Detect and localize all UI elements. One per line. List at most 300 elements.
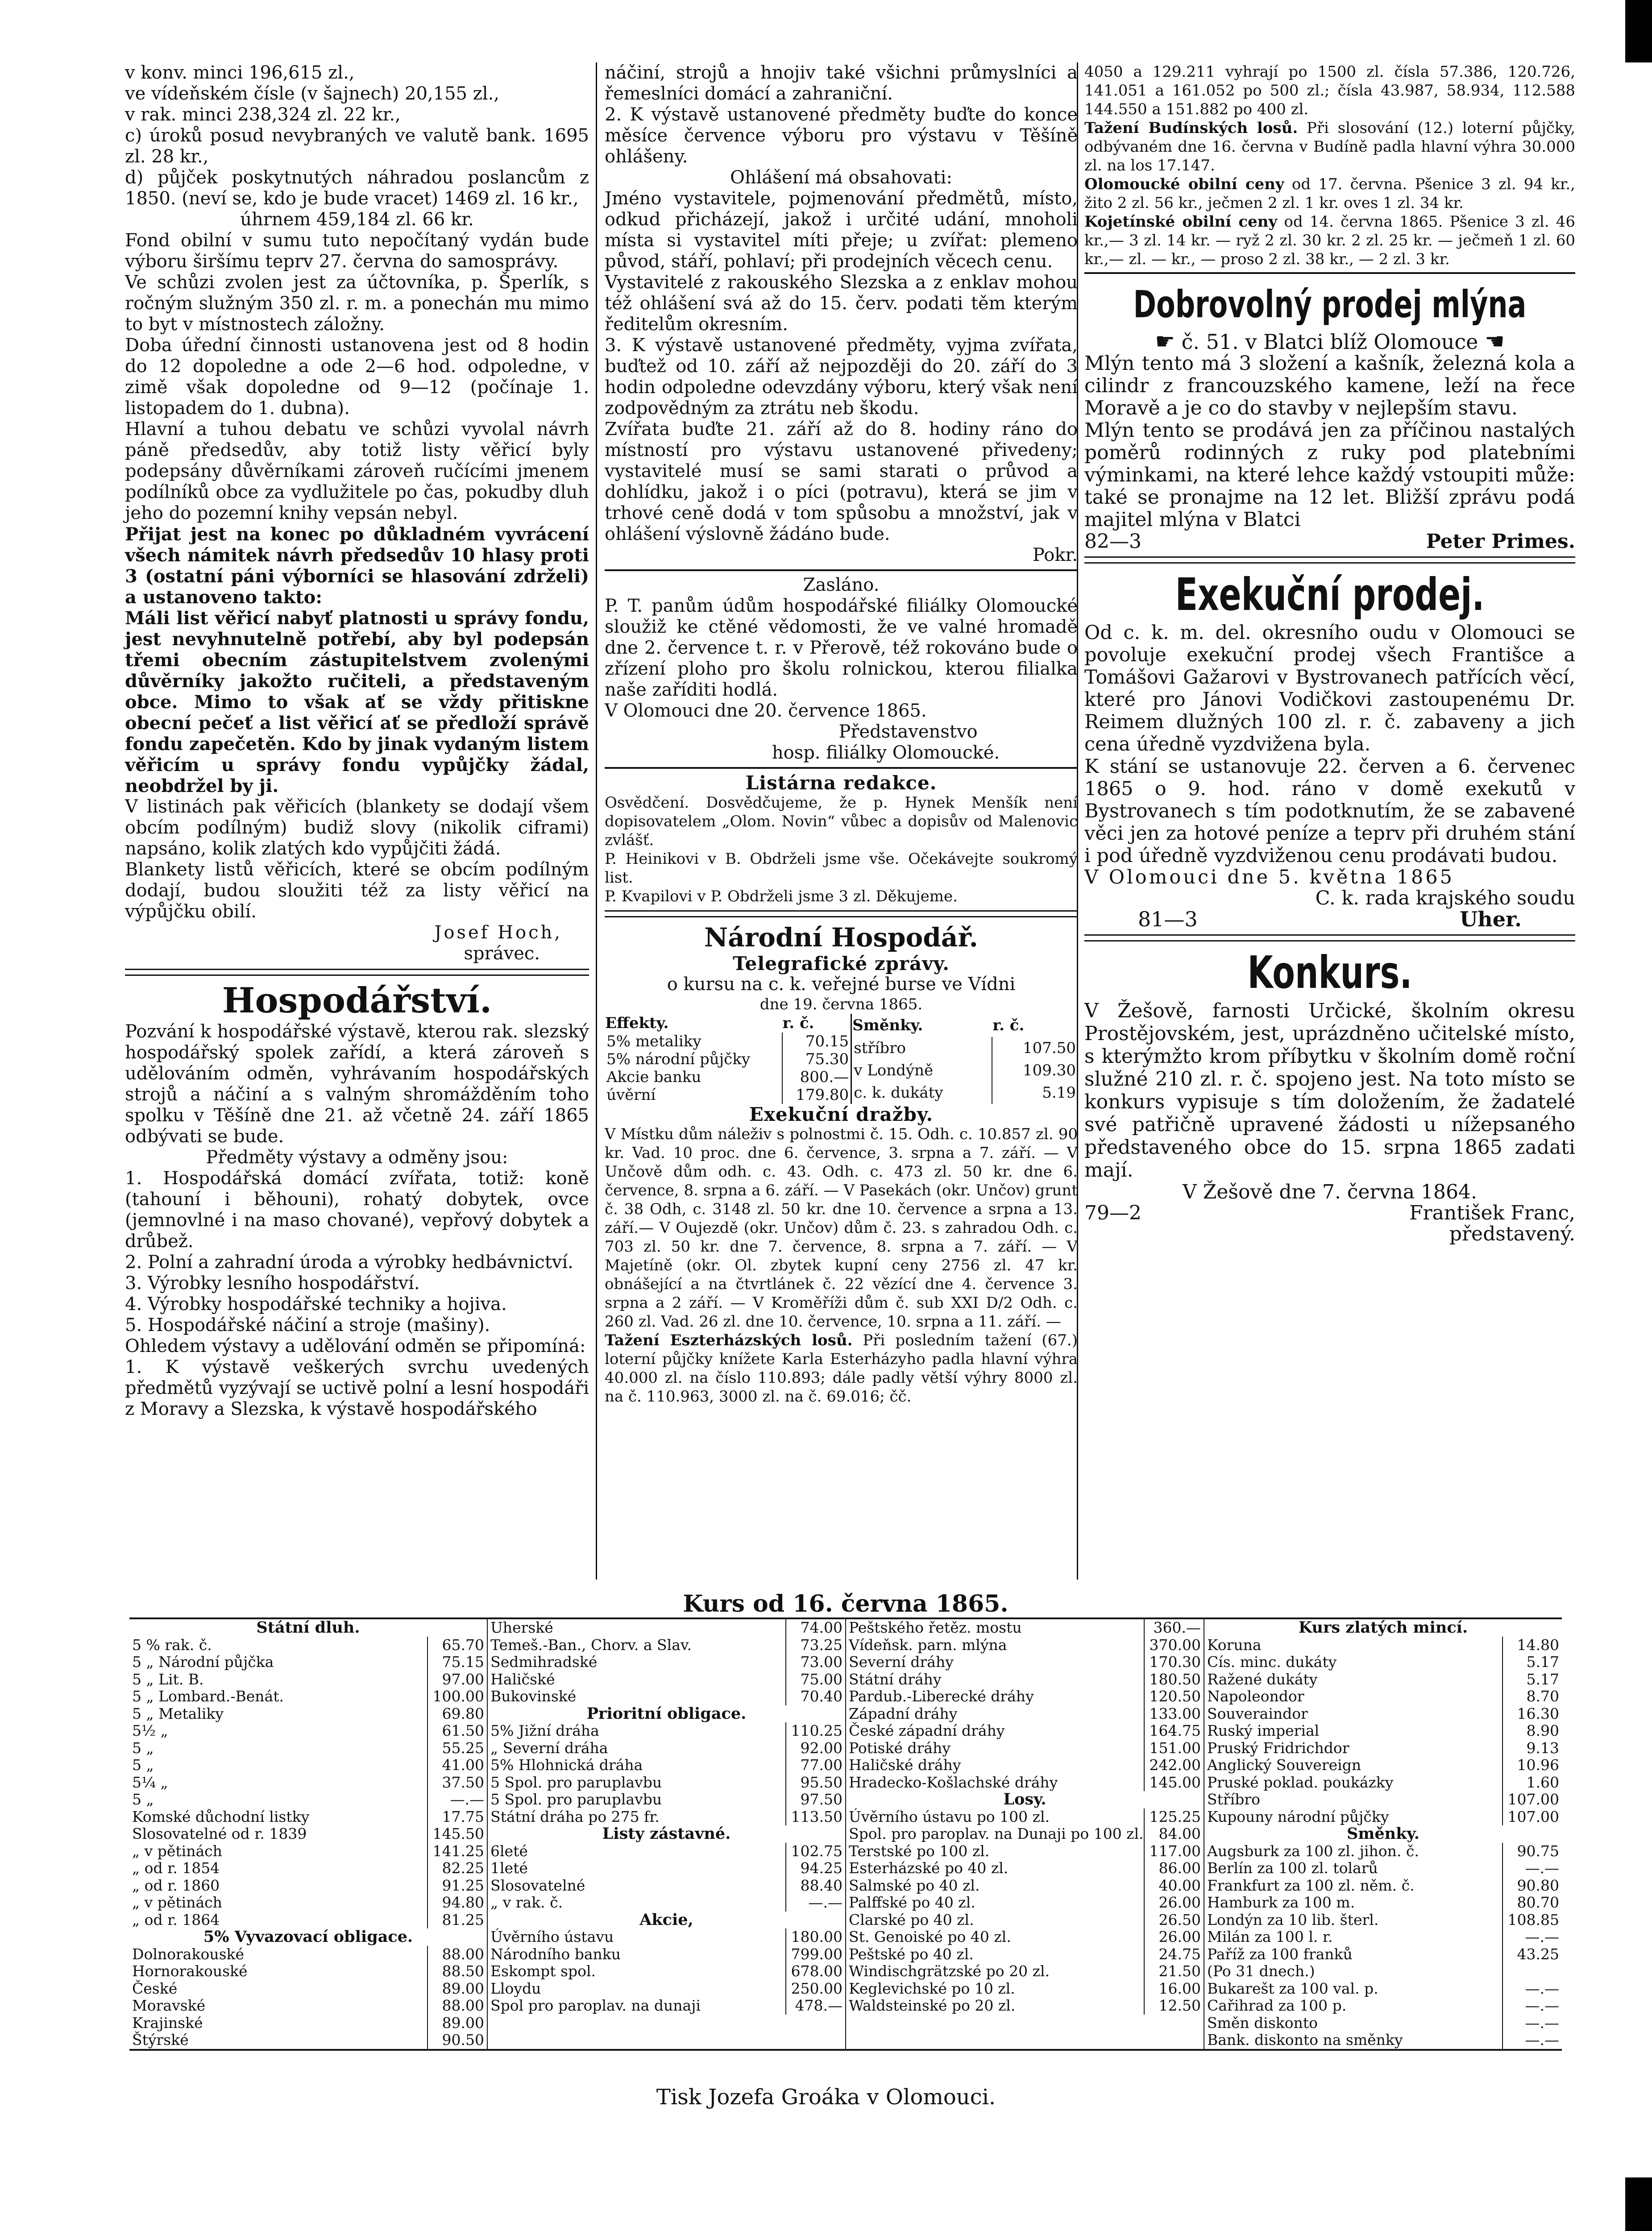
- table-row: [490, 1946, 843, 1963]
- rate-value: 170.30: [1144, 1654, 1201, 1671]
- rate-value: 75.00: [785, 1671, 843, 1688]
- rate-value: 117.00: [1144, 1843, 1201, 1860]
- col2-para-5: 3. K výstavě ustanovené předměty, vyjma zvířata, buďtež od 10. září až nejpozději do 20. září do 3 hodin odpoledne odevzdány výboru, který však není zodpovědným za ztrátu neb škodu.: [605, 335, 1078, 419]
- table-row: [490, 1671, 843, 1688]
- hosp-para-4: 3. Výrobky lesního hospodářství.: [125, 1273, 420, 1294]
- table-row: [132, 1722, 484, 1740]
- rate-label: Hamburk za 100 m.: [1207, 1894, 1355, 1911]
- rate-value: 97.50: [785, 1791, 843, 1808]
- rate-label: 5% Jižní dráha: [490, 1722, 599, 1739]
- rate-label: Eskompt spol.: [490, 1962, 596, 1980]
- table-row: [1207, 1928, 1559, 1946]
- rate-label: „ v rak. č.: [490, 1894, 563, 1911]
- divider-5: [1084, 556, 1575, 564]
- rate-label: Haličské: [490, 1670, 555, 1688]
- kurs-head-vyvazovaci: 5% Vyvazovací obligace.: [203, 1928, 413, 1946]
- rate-label: Úvěrního ústavu: [490, 1928, 614, 1945]
- rate-value: 478.—: [785, 1997, 843, 2015]
- rate-value: 16.30: [1502, 1705, 1559, 1723]
- konkurs-number: 79—2: [1084, 1202, 1141, 1224]
- rate-value: 40.00: [1144, 1877, 1201, 1895]
- table-row: [1207, 1877, 1559, 1895]
- table-row: [1207, 2032, 1559, 2049]
- efekty-name: úvěrní: [606, 1086, 656, 1104]
- rate-label: Lloydu: [490, 1979, 541, 1997]
- rate-label: Londýn za 10 lib. šterl.: [1207, 1911, 1379, 1928]
- col2-para-6: Zvířata buďte 21. září až do 8. hodiny ráno do místností pro výstavu ustanovené přivedeny; vystavitelé musí se sami starati o průvod a dohlídku, jakož i o píci (potravu), která se jim v trhové ceně dodá v tom spůsobu a množství, jak v ohlášení výslovně žádáno bude.: [605, 419, 1078, 544]
- rate-label: St. Genoiské po 40 zl.: [849, 1928, 1011, 1945]
- col3-top-text: 4050 a 129.211 vyhrají po 1500 zl. čísla 57.386, 120.726, 141.051 a 161.052 po 500 zl.; čísla 43.987, 58.934, 112.588 144.550 a 151.882 po 400 zl.: [1084, 63, 1575, 118]
- table-row: [132, 1963, 484, 1980]
- zaslano-sig-1: Představenstvo: [838, 722, 978, 742]
- kurs-column-3: [846, 1619, 1204, 2049]
- rate-label: Palffské po 40 zl.: [849, 1894, 975, 1911]
- rate-value: 133.00: [1144, 1705, 1201, 1723]
- rate-value: 108.85: [1502, 1912, 1559, 1929]
- rate-label: Cařihrad za 100 p.: [1207, 1997, 1347, 2014]
- rate-value: 55.25: [427, 1740, 484, 1757]
- rate-value: 82.25: [427, 1860, 484, 1877]
- rate-value: 145.50: [427, 1825, 484, 1843]
- divider-1: [605, 569, 1078, 571]
- rate-label: Windischgrätzské po 20 zl.: [849, 1962, 1050, 1980]
- rate-value: 89.00: [427, 2015, 484, 2032]
- rate-label: Anglický Souvereign: [1207, 1756, 1361, 1774]
- column-3: [1084, 62, 1575, 1244]
- pointing-hand-right-icon: ☛: [1484, 328, 1505, 354]
- rate-label: Pardub.-Liberecké dráhy: [849, 1688, 1034, 1705]
- rate-label: Frankfurt za 100 zl. něm. č.: [1207, 1876, 1415, 1894]
- kurs-column-4: [1204, 1619, 1562, 2049]
- rate-value: 180.50: [1144, 1671, 1201, 1688]
- table-row: [490, 1722, 843, 1740]
- col1-line-1: ve vídeňském čísle (v šajnech) 20,155 zl.,: [125, 83, 499, 104]
- rate-value: 5.17: [1502, 1671, 1559, 1688]
- rate-label: České: [132, 1979, 178, 1997]
- rate-label: Koruna: [1207, 1636, 1262, 1654]
- efekty-rc: r. č.: [782, 1014, 814, 1032]
- rate-label: 5 % rak. č.: [132, 1636, 212, 1654]
- rate-value: 145.00: [1144, 1774, 1201, 1791]
- table-row: [132, 1860, 484, 1877]
- rate-value: 107.00: [1502, 1791, 1559, 1808]
- kurs-head-listy-zastavne: Listy zástavné.: [602, 1825, 731, 1843]
- smenky-value: 109.30: [992, 1059, 1078, 1082]
- table-row: [132, 2015, 484, 2032]
- table-row: [849, 1980, 1201, 1998]
- tazeni-text: Při posledním tažení (67.) loterní půjčky knížete Karla Esterházyho padla hlavní výhra 40.000 zl. na číslo 110.893; dále padly větší výhry 8000 zl. na č. 110.963, 3000 zl. na č. 69.016; čč.: [605, 1331, 1078, 1406]
- col2-para-4: Vystavitelé z rakouského Slezska a z enklav mohou též ohlášení svá až do 15. červ. podati těm kterým ředitelům okresním.: [605, 272, 1078, 335]
- col2-pokr: Pokr.: [1032, 545, 1078, 565]
- rate-label: Bukovinské: [490, 1688, 577, 1705]
- rate-value: 151.00: [1144, 1740, 1201, 1757]
- telegraf-intro: o kursu na c. k. veřejné burse ve Vídni: [667, 974, 1016, 995]
- table-row: [605, 1050, 851, 1068]
- table-row: [849, 1757, 1201, 1774]
- konkurs-title: Konkurs.: [1247, 946, 1412, 999]
- rate-label: (Po 31 dnech.): [1207, 1962, 1315, 1980]
- kurs-head-losy: Losy.: [1003, 1790, 1046, 1808]
- rate-value: 370.00: [1144, 1637, 1201, 1654]
- rate-value: 17.75: [427, 1808, 484, 1826]
- rate-value: 84.00: [1144, 1825, 1201, 1843]
- rate-label: Milán za 100 l. r.: [1207, 1928, 1333, 1945]
- table-row: [849, 1963, 1201, 1980]
- col1-para-2: Doba úřední činnosti ustanovena jest od 8 hodin do 12 dopoledne a ode 2—6 hod. odpoledne, v zimě však dopoledne od 9—12 (počínaje 1. listopadem do 1. dubna).: [125, 335, 589, 419]
- table-row: [132, 1637, 484, 1654]
- mlyn-text-2: Mlýn tento se prodává jen za příčinou nastalých poměrů rodinných z ruky pod platebními výminkami, na které lehce každý vstoupiti může: také se pronajme na 12 let. Bližší zprávu podá majitel mlýna v Blatci: [1084, 419, 1575, 531]
- kurs-list: [490, 1928, 843, 2015]
- rate-value: 100.00: [427, 1688, 484, 1705]
- exekucni-prodej-number: 81—3: [1138, 907, 1198, 931]
- listarna-item-2: P. Kvapilovi v P. Obdrželi jsme 3 zl. Děkujeme.: [605, 887, 958, 905]
- kurs-column-1: [129, 1619, 488, 2049]
- table-row: [849, 1843, 1201, 1860]
- table-row: [605, 1068, 851, 1086]
- exekucni-prodej-title: Exekuční prodej.: [1175, 568, 1485, 621]
- smenky-rc: r. č.: [992, 1016, 1025, 1035]
- rate-label: Souveraindor: [1207, 1704, 1308, 1722]
- kurs-list: [490, 1619, 843, 1705]
- table-row: [132, 1912, 484, 1929]
- table-row: [490, 1980, 843, 1998]
- table-row: [849, 1860, 1201, 1877]
- rate-label: Paříž za 100 franků: [1207, 1945, 1353, 1963]
- table-row: [132, 1843, 484, 1860]
- exekucni-prodej-text-2: K stání se ustanovuje 22. červen a 6. červenec 1865 o 9. hod. ráno v domě exekutů v Bystrovanech s tím podotknutím, že se zabavené věci jen za hotové peníze a teprv při druhém stání i pod úředně vyzdviženou cenu prodávati budou.: [1084, 755, 1575, 867]
- rate-label: 5% Hlohnická dráha: [490, 1756, 643, 1774]
- rate-label: Krajinské: [132, 2014, 203, 2032]
- table-row: [1207, 1980, 1559, 1998]
- efekty-name: 5% metaliky: [606, 1033, 701, 1050]
- table-row: [132, 1757, 484, 1774]
- rate-value: 70.40: [785, 1688, 843, 1705]
- rate-value: [1502, 1963, 1559, 1980]
- exekucni-drazby-heading: Exekuční dražby.: [749, 1103, 934, 1125]
- table-row: [132, 1688, 484, 1705]
- hosp-para-2: 1. Hospodářská domácí zvířata, totiž: koně (tahouní i běhouni), rohatý dobytek, ovce (jemnovlné i na maso chované), vepřový dobytek a drůbež.: [125, 1168, 589, 1252]
- rate-value: 9.13: [1502, 1740, 1559, 1757]
- mlyn-title: Dobrovolný prodej mlýna: [1133, 282, 1527, 326]
- rate-label: 5 „ Lombard.-Benát.: [132, 1688, 284, 1705]
- konkurs-signature: František Franc,: [1409, 1202, 1575, 1224]
- rate-label: Berlín za 100 zl. tolarů: [1207, 1859, 1378, 1877]
- table-row: [1207, 1997, 1559, 2015]
- konkurs-role: představený.: [1449, 1223, 1575, 1245]
- table-row: [490, 1774, 843, 1791]
- rate-value: —.—: [785, 1894, 843, 1912]
- kurs-head-zlatych-minci: Kurs zlatých mincí.: [1298, 1618, 1468, 1637]
- table-row: [849, 1688, 1201, 1705]
- table-row: [132, 1705, 484, 1723]
- rates-table: [605, 1014, 1078, 1104]
- rate-label: Ražené dukáty: [1207, 1670, 1318, 1688]
- hosp-para-3: 2. Polní a zahradní úroda a výrobky hedbávnictví.: [125, 1252, 573, 1273]
- rate-label: Vídeňsk. parn. mlýna: [849, 1636, 1007, 1654]
- rate-value: 89.00: [427, 1980, 484, 1998]
- kurs-list: [132, 1637, 484, 1929]
- rate-label: Keglevichské po 10 zl.: [849, 1979, 1015, 1997]
- efekty-header: Effekty.: [605, 1014, 669, 1032]
- rate-value: 41.00: [427, 1757, 484, 1774]
- rate-value: 113.50: [785, 1808, 843, 1826]
- table-row: [849, 1877, 1201, 1895]
- rate-value: 125.25: [1144, 1808, 1201, 1826]
- table-row: [132, 1671, 484, 1688]
- smenky-name: v Londýně: [854, 1062, 934, 1080]
- col1-para-3: Hlavní a tuhou debatu ve schůzi vyvolal návrh páně předsedův, aby totiž listy věřicí byly podepsány důvěrníkami zároveň ručícími jmenem podílníků obce za vydlužitele po čas, pokudby dluh jeho do pozemní knihy vepsán nebyl.: [125, 419, 589, 523]
- col2-para-2: Ohlášení má obsahovati:: [730, 167, 952, 188]
- table-row: [849, 1654, 1201, 1671]
- table-row: [132, 1894, 484, 1912]
- rate-label: Haličské dráhy: [849, 1756, 961, 1774]
- listarna-item-1: P. Heinikovi v B. Obdrželi jsme vše. Očekávejte soukromý list.: [605, 850, 1078, 887]
- table-row: [1207, 1860, 1559, 1877]
- col2-para-1: 2. K výstavě ustanovené předměty buďte do konce měsíce července výboru pro výstavu v Těšíně ohlášeny.: [605, 104, 1078, 167]
- pointing-hand-left-icon: ☛: [1155, 328, 1175, 354]
- table-row: [132, 2032, 484, 2049]
- rate-label: Severní dráhy: [849, 1653, 954, 1671]
- table-row: [1207, 1705, 1559, 1723]
- efekty-table: [605, 1014, 851, 1104]
- table-row: [849, 1774, 1201, 1791]
- rate-label: 5 „ Národní půjčka: [132, 1653, 274, 1671]
- rate-label: Waldsteinské po 20 zl.: [849, 1997, 1016, 2014]
- table-row: [849, 1671, 1201, 1688]
- rate-value: 94.25: [785, 1860, 843, 1877]
- rate-label: České západní dráhy: [849, 1722, 1005, 1739]
- exekucni-prodej-sig-2: Uher.: [1460, 907, 1522, 931]
- efekty-name: 5% národní půjčky: [606, 1050, 751, 1068]
- rate-value: 88.40: [785, 1877, 843, 1895]
- rate-label: Pruský Fridrichdor: [1207, 1739, 1349, 1757]
- rate-label: „ od r. 1860: [132, 1876, 220, 1894]
- rate-label: Bank. diskonto na směnky: [1207, 2031, 1403, 2049]
- kurs-list: [1207, 1843, 1559, 2049]
- rate-label: Státní dráha po 275 fr.: [490, 1808, 660, 1825]
- rate-value: 102.75: [785, 1843, 843, 1860]
- rate-value: 97.00: [427, 1671, 484, 1688]
- rate-label: „ od r. 1854: [132, 1859, 220, 1877]
- hosp-para-6: 5. Hospodářské náčiní a stroje (mašiny).: [125, 1315, 490, 1335]
- rate-label: Cís. minc. dukáty: [1207, 1653, 1337, 1671]
- konkurs-place: V Žešově dne 7. června 1864.: [1183, 1181, 1477, 1203]
- table-row: [132, 1791, 484, 1808]
- rate-value: 5.17: [1502, 1654, 1559, 1671]
- table-row: [605, 1033, 851, 1050]
- table-row: [132, 1980, 484, 1998]
- kurs-list: [132, 1946, 484, 2049]
- rate-label: 6leté: [490, 1842, 528, 1860]
- rate-value: 95.50: [785, 1774, 843, 1791]
- rate-value: 242.00: [1144, 1757, 1201, 1774]
- col1-para-4: Přijat jest na konec po důkladném vyvrácení všech námitek návrh předsedův 10 hlasy proti 3 (ostatní páni výborníci se hlasování zdrželi) a ustanoveno takto:: [125, 524, 589, 608]
- rate-value: 90.50: [427, 2032, 484, 2049]
- rate-label: 5 „: [132, 1739, 154, 1757]
- rate-label: Západní dráhy: [849, 1704, 958, 1722]
- table-row: [490, 1791, 843, 1808]
- table-row: [849, 1637, 1201, 1654]
- rate-value: 74.00: [785, 1619, 843, 1637]
- table-row: [849, 1619, 1201, 1637]
- table-row: [851, 1037, 1078, 1059]
- kurs-table: [129, 1591, 1562, 2051]
- table-row: [132, 1997, 484, 2015]
- rate-value: 1.60: [1502, 1774, 1559, 1791]
- zaslano-sig-2: hosp. filiálky Olomoucké.: [772, 742, 1000, 763]
- rate-value: 26.00: [1144, 1928, 1201, 1946]
- rate-label: 5 Spol. pro paruplavbu: [490, 1773, 662, 1791]
- rate-value: 8.90: [1502, 1722, 1559, 1740]
- rate-value: 75.15: [427, 1654, 484, 1671]
- rate-label: Státní dráhy: [849, 1670, 942, 1688]
- rate-value: —.—: [1502, 2015, 1559, 2032]
- table-row: [132, 1740, 484, 1757]
- rate-value: 107.00: [1502, 1808, 1559, 1826]
- rate-value: —.—: [427, 1791, 484, 1808]
- column-rule-1: [596, 62, 597, 1580]
- kurs-list: [849, 1808, 1201, 2015]
- rate-label: Slosovatelné od r. 1839: [132, 1825, 307, 1842]
- listarna-heading: Listárna redakce.: [745, 772, 937, 794]
- table-row: [1207, 1722, 1559, 1740]
- table-row: [490, 1688, 843, 1705]
- rate-value: 164.75: [1144, 1722, 1201, 1740]
- table-row: [1207, 2015, 1559, 2032]
- rate-label: Spol. pro paroplav. na Dunaji po 100 zl.: [849, 1825, 1144, 1842]
- hosp-para-7: Ohledem výstavy a udělování odměn se připomíná:: [125, 1336, 586, 1356]
- rate-value: 12.50: [1144, 1997, 1201, 2015]
- col1-line-3: c) úroků posud nevybraných ve valutě bank. 1695 zl. 28 kr.,: [125, 125, 589, 167]
- rate-value: 16.00: [1144, 1980, 1201, 1998]
- hosp-para-0: Pozvání k hospodářské výstavě, kterou rak. slezský hospodářský spolek zařídí, a která zároveň s udělováním odměn, vyhrávaním hospodářských strojů a náčiní a s valným shromážděním toho spolku v Těšíně dne 21. až včetně 24. září 1865 odbývati se bude.: [125, 1021, 589, 1147]
- table-row: [132, 1808, 484, 1826]
- rate-label: Esterházské po 40 zl.: [849, 1859, 1009, 1877]
- table-row: [490, 1997, 843, 2015]
- table-row: [490, 1654, 843, 1671]
- table-row: [1207, 1843, 1559, 1860]
- rate-label: „ od r. 1864: [132, 1911, 220, 1928]
- table-row: [490, 1877, 843, 1895]
- kurs-list: [490, 1843, 843, 1912]
- table-row: [1207, 1740, 1559, 1757]
- table-row: [132, 1654, 484, 1671]
- rate-value: 88.00: [427, 1997, 484, 2015]
- mlyn-number: 82—3: [1084, 530, 1141, 553]
- table-row: [1207, 1637, 1559, 1654]
- rate-value: 43.25: [1502, 1946, 1559, 1963]
- table-row: [490, 1928, 843, 1946]
- rate-label: Hradecko-Košlachské dráhy: [849, 1773, 1058, 1791]
- table-row: [132, 1774, 484, 1791]
- col1-para-5: Máli list věřicí nabyť platnosti u správy fondu, jest nevyhnutelně potřebí, aby byl podepsán třemi obecním zástupitelstvem zvolenými důvěrníky jakožto ručiteli, a představeným obce. Mimo to však ať se vždy přitiskne obecní pečeť a list věřicí ať se předloží správě fondu zapečetěn. Kdo by jinak vydaným listem věřicím u správy fondu vypůjčky žádal, neobdržel by ji.: [125, 608, 589, 796]
- col1-line-4: d) půjček poskytnutých náhradou poslancům z 1850. (neví se, kdo je bude vracet) 1469 zl. 16 kr.,: [125, 167, 589, 209]
- rate-label: Terstské po 100 zl.: [849, 1842, 990, 1860]
- rate-label: 5 Spol. pro paruplavbu: [490, 1791, 662, 1808]
- divider-4: [1084, 272, 1575, 274]
- kurs-list: [490, 1722, 843, 1825]
- kojetin-text: od 14. června 1865. Pšenice 3 zl. 46 kr.,— 3 zl. 14 kr. — ryž 2 zl. 30 kr. 2 zl. 25 kr. — ječmeň 1 zl. 60 kr.,— zl. — kr., — proso 2 zl. 38 kr., — 2 zl. 3 kr.: [1084, 213, 1575, 268]
- telegraf-heading: Telegrafické zprávy.: [733, 953, 950, 975]
- table-row: [1207, 1688, 1559, 1705]
- col1-line-0: v konv. minci 196,615 zl.,: [125, 62, 355, 83]
- budin-heading: Tažení Budínských losů.: [1084, 119, 1298, 137]
- divider-3: [605, 910, 1078, 917]
- efekty-value: 70.15: [782, 1033, 851, 1050]
- rate-label: 1leté: [490, 1859, 528, 1877]
- table-row: [1207, 1946, 1559, 1963]
- budin-text: Při slosování (12.) loterní půjčky, odbývaném dne 16. června v Budíně padla hlavní výhra 30.000 zl. na los 17.147.: [1084, 119, 1576, 174]
- divider-2: [605, 767, 1078, 769]
- rate-value: 65.70: [427, 1637, 484, 1654]
- rate-label: Sedmihradské: [490, 1653, 598, 1671]
- rate-label: 5 „ Lit. B.: [132, 1670, 204, 1688]
- hosp-para-1: Předměty výstavy a odměny jsou:: [206, 1147, 508, 1168]
- table-row: [490, 1757, 843, 1774]
- kurs-head-statni-dluh: Státní dluh.: [256, 1618, 360, 1637]
- rate-label: „ v pětinách: [132, 1842, 222, 1860]
- rate-label: Clarské po 40 zl.: [849, 1911, 974, 1928]
- rate-value: 81.25: [427, 1912, 484, 1929]
- rate-value: 37.50: [427, 1774, 484, 1791]
- rate-value: 92.00: [785, 1740, 843, 1757]
- rate-value: 80.70: [1502, 1894, 1559, 1912]
- rate-label: 5 „: [132, 1791, 154, 1808]
- col1-para-6: V listinách pak věřicích (blankety se dodají všem obcím podílným) budiž slovy (nikolik ciframi) napsáno, kolik zlatých kdo vypůjčiti žádá.: [125, 796, 589, 859]
- efekty-name: Akcie banku: [606, 1068, 701, 1086]
- table-row: [849, 1705, 1201, 1723]
- rate-value: 69.80: [427, 1705, 484, 1723]
- table-row: [1207, 1671, 1559, 1688]
- rate-value: —.—: [1502, 2032, 1559, 2049]
- olom-heading: Olomoucké obilní ceny: [1084, 175, 1284, 193]
- listarna-item-0: Osvědčení. Dosvědčujeme, že p. Hynek Menšík není dopisovatelem „Olom. Novin“ vůbec a dopisův od Malenovic zvlášť.: [605, 794, 1078, 849]
- rate-value: 86.00: [1144, 1860, 1201, 1877]
- rate-label: Štýrské: [132, 2031, 189, 2049]
- rate-value: 26.50: [1144, 1912, 1201, 1929]
- rate-value: 90.75: [1502, 1843, 1559, 1860]
- rate-label: Augsburk za 100 zl. jihon. č.: [1207, 1842, 1419, 1860]
- rate-value: 90.80: [1502, 1877, 1559, 1895]
- rate-value: —.—: [1502, 1928, 1559, 1946]
- rate-value: 88.00: [427, 1946, 484, 1963]
- exekucni-prodej-place: V Olomouci dne 5. května 1865: [1084, 866, 1455, 888]
- col1-para-0: Fond obilní v sumu tuto nepočítaný vydán bude výboru širšímu teprv 27. června do samosprávy.: [125, 230, 589, 272]
- rate-label: 5¼ „: [132, 1773, 168, 1791]
- col1-signature: Josef Hoch,: [434, 922, 562, 943]
- table-row: [1207, 1963, 1559, 1980]
- table-row: [849, 1825, 1201, 1843]
- section-divider: [125, 969, 589, 976]
- rate-value: 88.50: [427, 1963, 484, 1980]
- kurs-column-2: [488, 1619, 846, 2049]
- table-row: [1207, 1774, 1559, 1791]
- rate-value: 73.25: [785, 1637, 843, 1654]
- kurs-list: [849, 1619, 1201, 1791]
- rate-value: —.—: [1502, 1980, 1559, 1998]
- rate-label: Směn diskonto: [1207, 2014, 1318, 2032]
- rate-value: 120.50: [1144, 1688, 1201, 1705]
- efekty-value: 800.—: [782, 1068, 851, 1086]
- rate-value: 21.50: [1144, 1963, 1201, 1980]
- smenky-value: 107.50: [992, 1037, 1078, 1059]
- kojetin-heading: Kojetínské obilní ceny: [1084, 213, 1278, 231]
- rate-value: 94.80: [427, 1894, 484, 1912]
- kurs-head-akcie: Akcie,: [639, 1910, 693, 1929]
- col1-line-5: úhrnem 459,184 zl. 66 kr.: [240, 209, 474, 230]
- rate-label: Pruské poklad. poukázky: [1207, 1773, 1394, 1791]
- rate-value: 91.25: [427, 1877, 484, 1895]
